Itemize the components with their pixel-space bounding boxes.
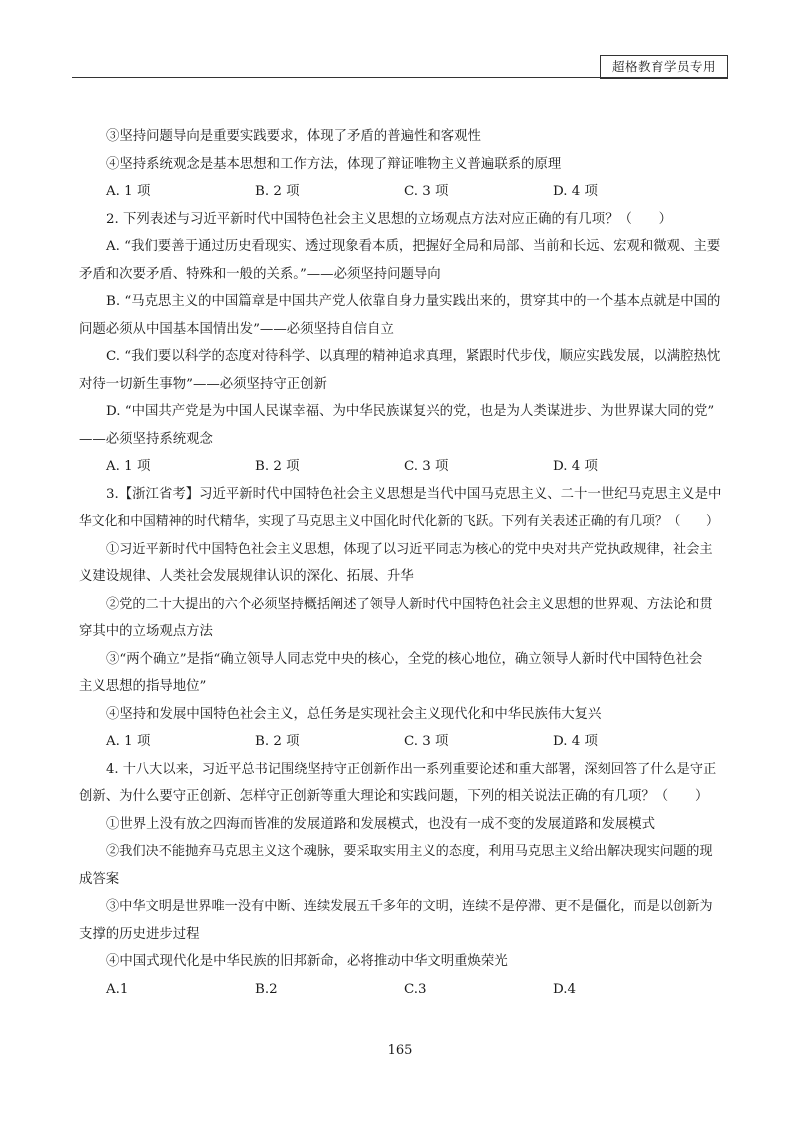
text-line: 4. 十八大以来，习近平总书记围绕坚持守正创新作出一系列重要论述和重大部署，深刻回答了什么是守正 xyxy=(106,761,717,777)
answer-option: B. 2 项 xyxy=(255,459,300,474)
text-line: 3.【浙江省考】习近平新时代中国特色社会主义思想是当代中国马克思主义、二十一世纪马克思主义是中 xyxy=(106,486,721,502)
header-rule xyxy=(72,77,728,78)
text-line: ①习近平新时代中国特色社会主义思想，体现了以习近平同志为核心的党中央对共产党执政规律，社会主 xyxy=(106,541,713,557)
usage-stamp: 超格教育学员专用 xyxy=(600,55,728,79)
answer-option: A. 1 项 xyxy=(106,459,151,474)
text-line: ④中国式现代化是中华民族的旧邦新命，必将推动中华文明重焕荣光 xyxy=(106,954,508,969)
text-line: 穿其中的立场观点方法 xyxy=(79,624,213,639)
answer-option: C. 3 项 xyxy=(404,184,449,199)
text-line: A. “我们要善于通过历史看现实、透过现象看本质，把握好全局和局部、当前和长远、宏观和微观、主要 xyxy=(106,239,721,254)
text-line: ④坚持系统观念是基本思想和工作方法，体现了辩证唯物主义普遍联系的原理 xyxy=(106,156,562,172)
answer-option: B. 2 项 xyxy=(255,734,300,749)
answer-option: A. 1 项 xyxy=(106,734,151,749)
text-line: 矛盾和次要矛盾、特殊和一般的关系。”——必须坚持问题导向 xyxy=(79,266,441,282)
answer-option: D. 4 项 xyxy=(553,734,598,749)
text-line: C. “我们要以科学的态度对待科学、以真理的精神追求真理，紧跟时代步伐，顺应实践发展，以满腔热忱 xyxy=(106,349,721,364)
answer-option: C.3 xyxy=(404,981,427,997)
answer-option: C. 3 项 xyxy=(404,734,449,749)
text-line: 义建设规律、人类社会发展规律认识的深化、拓展、升华 xyxy=(79,569,414,584)
answer-option: B. 2 项 xyxy=(255,184,300,199)
answer-option: A. 1 项 xyxy=(106,184,151,199)
answer-options xyxy=(79,981,721,998)
text-line: 成答案 xyxy=(79,871,120,887)
answer-option: D. 4 项 xyxy=(553,184,598,199)
answer-option: D. 4 项 xyxy=(553,459,598,474)
answer-option: D.4 xyxy=(553,981,577,997)
text-line: D. “中国共产党是为中国人民谋幸福、为中华民族谋复兴的党，也是为人类谋进步、为世界谋大同的党” xyxy=(106,404,715,419)
text-line: ②我们决不能抛弃马克思主义这个魂脉，要采取实用主义的态度，利用马克思主义给出解决现实问题的现 xyxy=(106,844,713,859)
text-line: ①世界上没有放之四海而皆准的发展道路和发展模式，也没有一成不变的发展道路和发展模式 xyxy=(106,816,656,832)
page-number: 165 xyxy=(387,1043,413,1058)
text-line: ③坚持问题导向是重要实践要求，体现了矛盾的普遍性和客观性 xyxy=(106,129,481,144)
page-content xyxy=(79,128,721,998)
answer-option: B.2 xyxy=(255,981,278,997)
answer-option: C. 3 项 xyxy=(404,459,449,474)
text-line: 2. 下列表述与习近平新时代中国特色社会主义思想的立场观点方法对应正确的有几项？（ ） xyxy=(106,211,673,227)
text-line: ②党的二十大提出的六个必须坚持概括阐述了领导人新时代中国特色社会主义思想的世界观、方法论和贯 xyxy=(106,596,713,612)
text-line: 华文化和中国精神的时代精华，实现了马克思主义中国化时代化新的飞跃。下列有关表述正确的有几项？（ ） xyxy=(79,514,719,529)
text-line: 创新、为什么要守正创新、怎样守正创新等重大理论和实践问题，下列的相关说法正确的有几项？（ ） xyxy=(79,789,709,804)
text-line: ④坚持和发展中国特色社会主义，总任务是实现社会主义现代化和中华民族伟大复兴 xyxy=(106,706,602,722)
text-line: 问题必须从中国基本国情出发”——必须坚持自信自立 xyxy=(79,321,394,337)
answer-options xyxy=(79,733,721,750)
text-line: 支撑的历史进步过程 xyxy=(79,926,200,942)
text-line: B. “马克思主义的中国篇章是中国共产党人依靠自身力量实践出来的，贯穿其中的一个基本点就是中国的 xyxy=(106,294,721,309)
text-line: 对待一切新生事物”——必须坚持守正创新 xyxy=(79,376,327,392)
text-line: ——必须坚持系统观念 xyxy=(79,431,213,447)
answer-options xyxy=(79,458,721,475)
text-line: ③中华文明是世界唯一没有中断、连续发展五千多年的文明，连续不是停滞、更不是僵化，而是以创新为 xyxy=(106,899,713,914)
answer-option: A.1 xyxy=(106,981,129,997)
answer-options xyxy=(79,183,721,200)
text-line: 主义思想的指导地位” xyxy=(79,679,207,694)
text-line: ③“两个确立”是指“确立领导人同志党中央的核心，全党的核心地位，确立领导人新时代中国特色社会 xyxy=(106,651,703,667)
